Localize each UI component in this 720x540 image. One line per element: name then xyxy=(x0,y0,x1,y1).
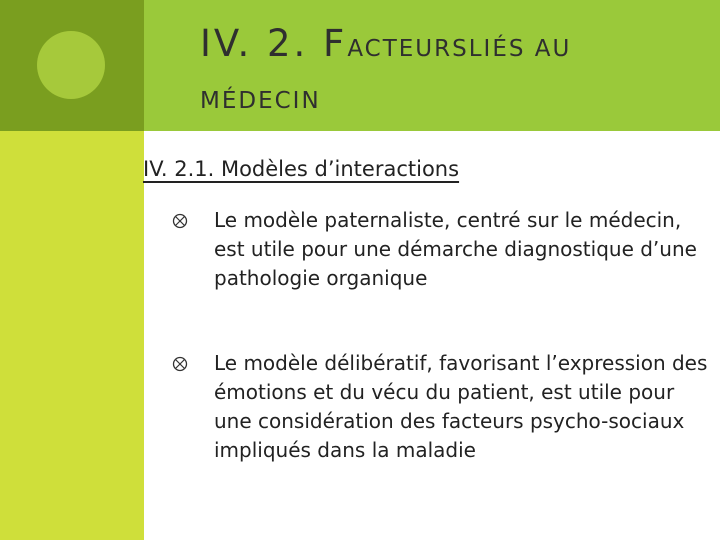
section-subheading: IV. 2.1. Modèles d’interactions xyxy=(143,157,460,181)
slide-title xyxy=(200,18,700,127)
bullet-text: Le modèle paternaliste, centré sur le médecin, est utile pour une démarche diagnostique d’une pathologie organique xyxy=(214,208,697,290)
slide-title-line-2: MÉDECIN xyxy=(200,88,321,114)
slide-title-line-1 xyxy=(200,18,700,75)
title-cap: IV. 2. F xyxy=(200,22,348,65)
circled-cross-bullet-icon xyxy=(172,356,188,372)
circled-cross-bullet-icon xyxy=(172,213,188,229)
title-rest-2: LIÉS AU xyxy=(468,36,572,62)
decorative-circle xyxy=(37,31,105,99)
title-rest: ACTEURS xyxy=(347,36,469,62)
bullet-item xyxy=(172,349,712,465)
bullet-text: Le modèle délibératif, favorisant l’expression des émotions et du vécu du patient, est utile pour une considération des facteurs psycho-sociaux impliqués dans la maladie xyxy=(214,351,708,462)
bullet-item xyxy=(172,206,712,293)
